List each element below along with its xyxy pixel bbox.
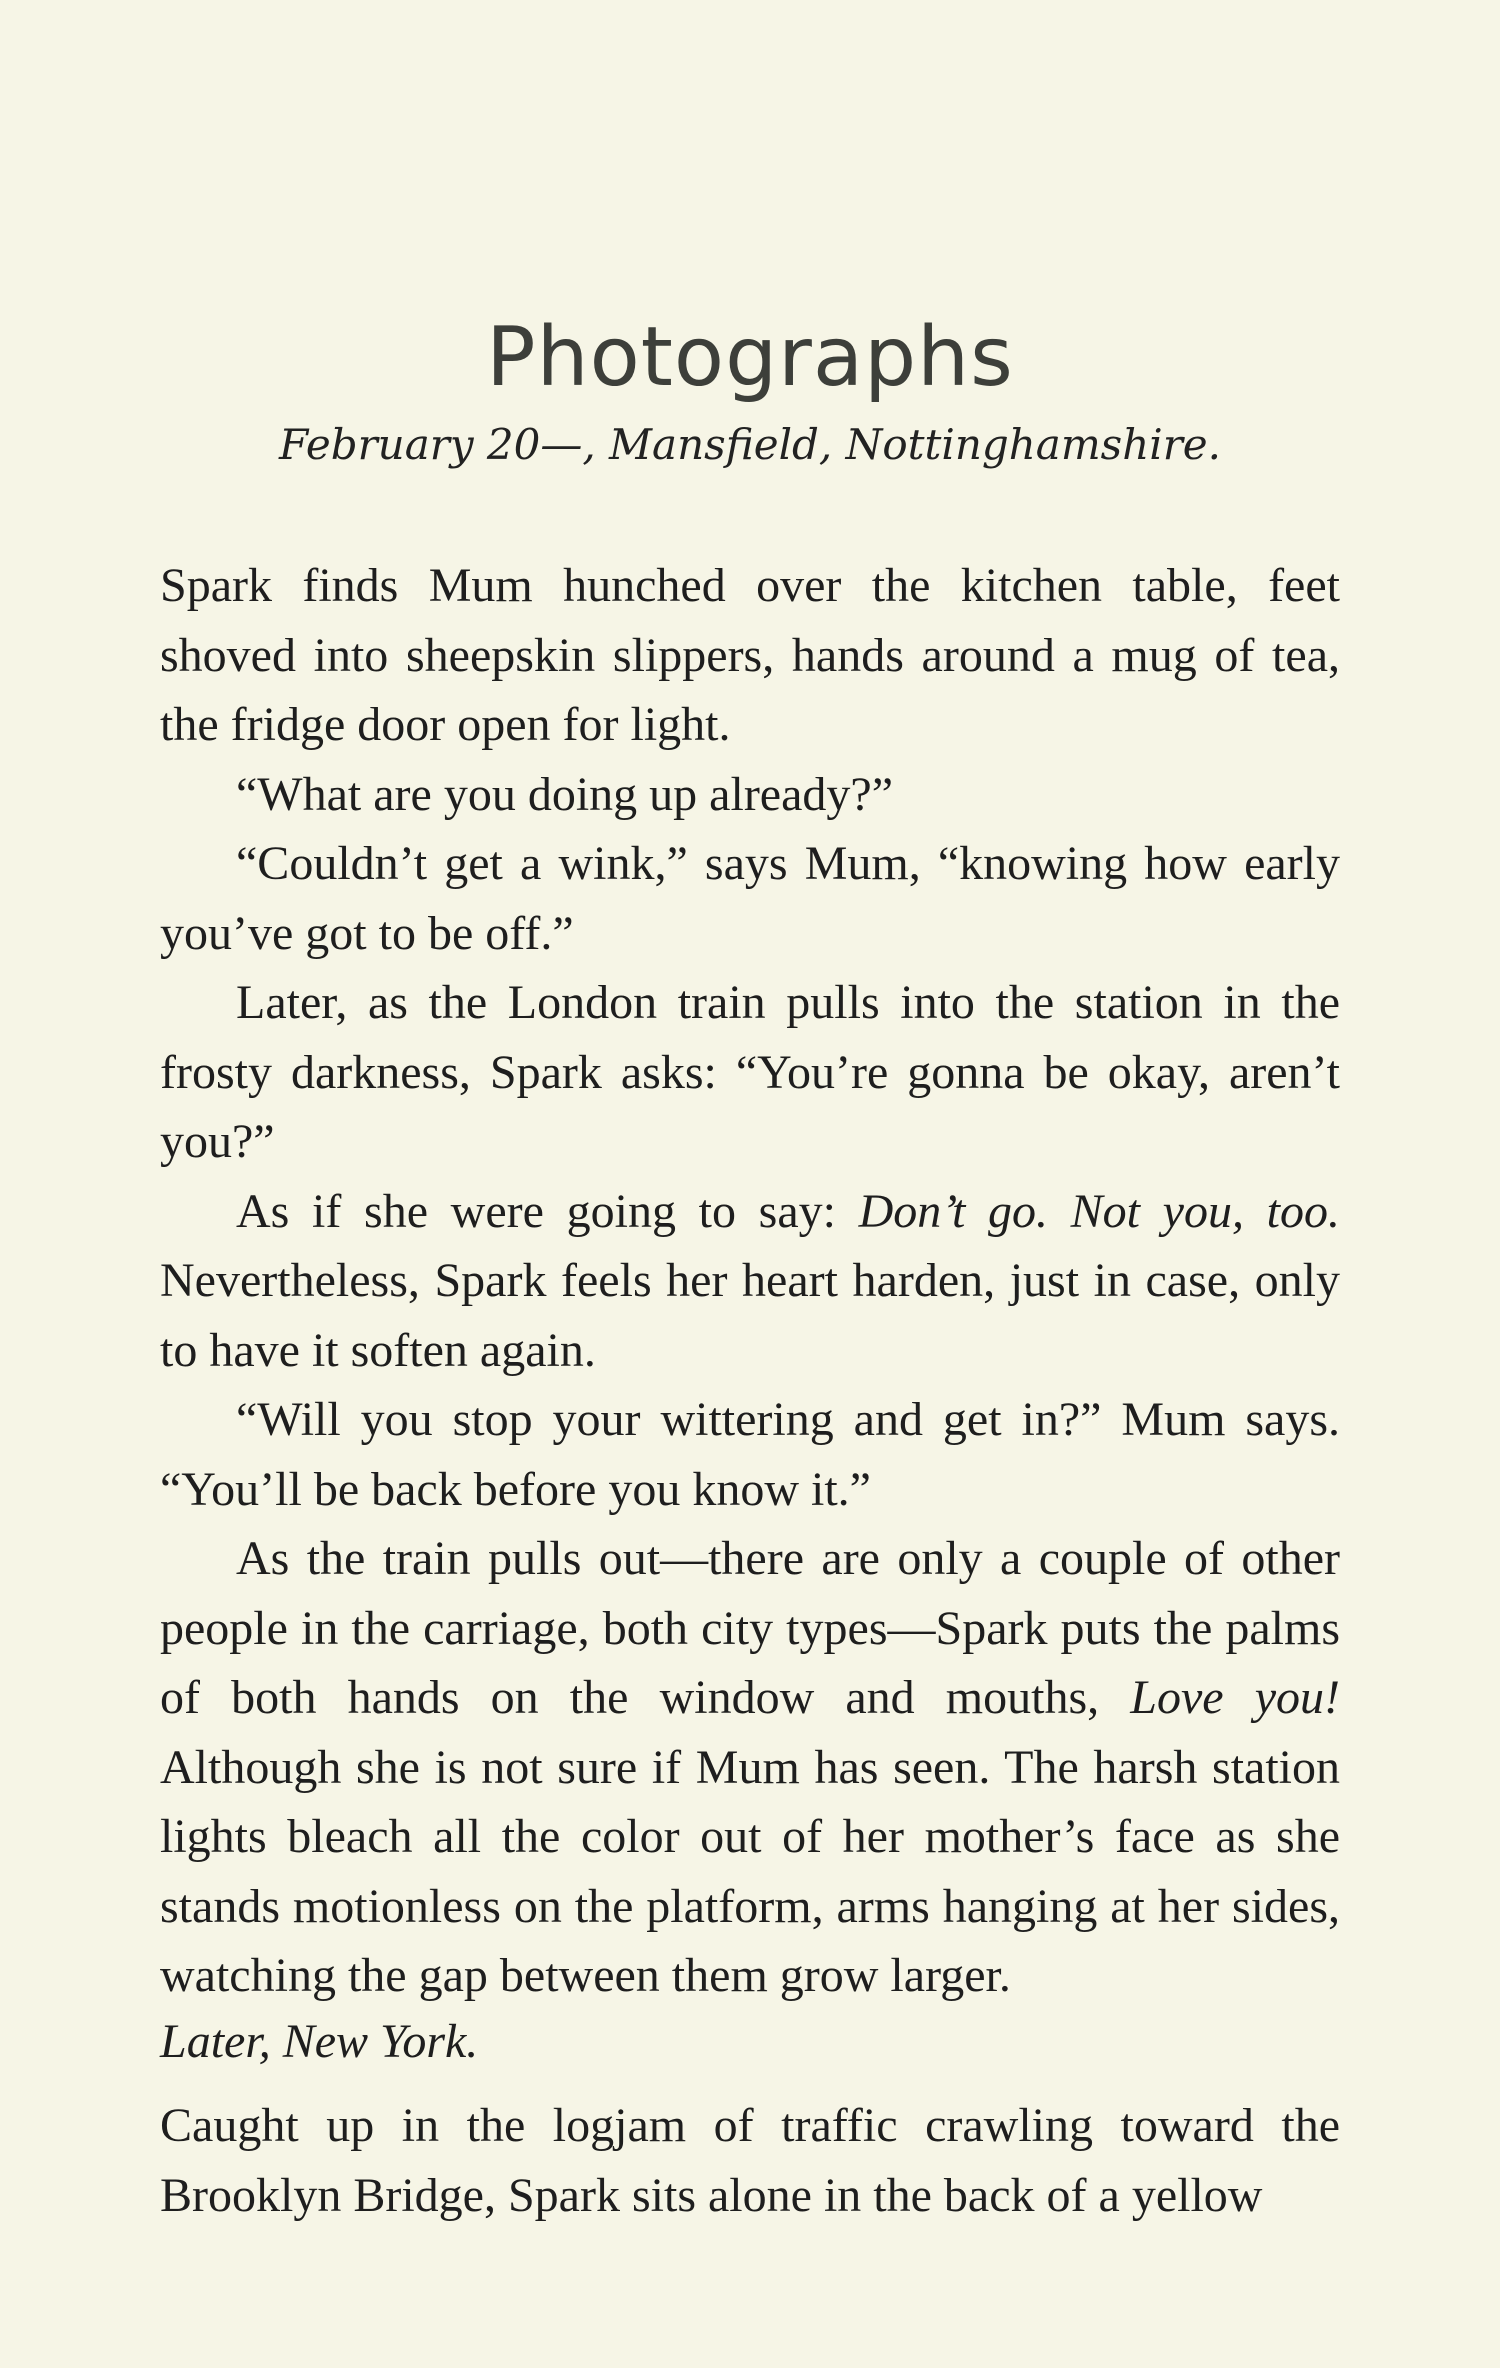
paragraph-5 [160,1177,1340,1386]
paragraph-3: “Couldn’t get a wink,” says Mum, “knowing how early you’ve got to be off.” [160,837,1340,960]
paragraph-7 [160,1524,1340,2011]
paragraph-6: “Will you stop your wittering and get in?” Mum says. “You’ll be back before you know it.” [160,1393,1340,1516]
paragraph-5-text-after: Nevertheless, Spark feels her heart harden, just in case, only to have it soften again. [160,1254,1340,1377]
body-text-section-2 [160,2091,1340,2230]
paragraph-7-text-after: Although she is not sure if Mum has seen. The harsh station lights bleach all the color out of her mother’s face as she stands motionless on the platform, arms hanging at her sides, watching the gap between them grow larger. [160,1740,1340,2002]
paragraph-1: Spark finds Mum hunched over the kitchen table, feet shoved into sheepskin slippers, hands around a mug of tea, the fridge door open for light. [160,559,1340,751]
paragraph-7-italic: Love you! [1130,1671,1341,1724]
paragraph-4: Later, as the London train pulls into the station in the frosty darkness, Spark asks: “You’re gonna be okay, aren’t you?” [160,976,1340,1168]
chapter-dateline: February 20—, Mansfield, Nottinghamshire. [279,420,1221,469]
paragraph-7-text-before: As the train pulls out—there are only a couple of other people in the carriage, both city types—Spark puts the palms of both hands on the window and mouths, [160,1532,1340,1724]
paragraph-2: “What are you doing up already?” [236,767,894,821]
body-text-section-1 [160,551,1340,2011]
section-2-paragraph: Caught up in the logjam of traffic crawling toward the Brooklyn Bridge, Spark sits alone in the back of a yellow [160,2099,1340,2222]
paragraph-5-text-before: As if she were going to say: [236,1184,859,1238]
section-heading: Later, New York. [160,2015,479,2068]
paragraph-5-italic: Don’t go. Not you, too. [858,1184,1341,1238]
chapter-title: Photographs [486,310,1014,405]
